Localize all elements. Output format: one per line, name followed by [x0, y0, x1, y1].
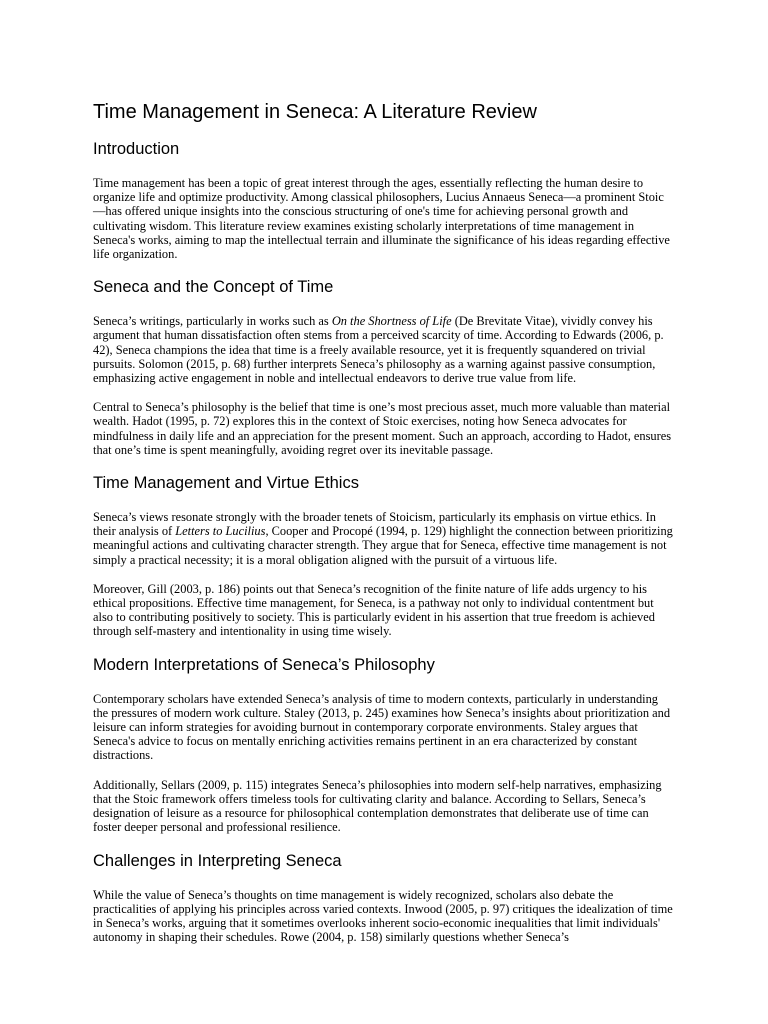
- paragraph: Time management has been a topic of great interest through the ages, essentially reflecting the human desire to organize life and optimize productivity. Among classical philosophers, Lucius Annaeus Seneca—a prominent Stoic—has offered unique insights into the conscious structuring of one's time for achieving personal growth and cultivating wisdom. This literature review examines existing scholarly interpretations of time management in Seneca's works, aiming to map the intellectual terrain and illuminate the significance of his ideas regarding effective life organization.: [93, 176, 670, 262]
- paragraph: Moreover, Gill (2003, p. 186) points out that Seneca’s recognition of the finite nature of life adds urgency to his ethical propositions. Effective time management, for Seneca, is a pathway not only to individual contentment but also to contributing positively to society. This is particularly evident in his assertion that true freedom is achieved through self-mastery and intentionality in using time wisely.: [93, 581, 655, 639]
- paragraph: Contemporary scholars have extended Seneca’s analysis of time to modern contexts, particularly in understanding the pressures of modern work culture. Staley (2013, p. 245) examines how Seneca’s insights about prioritization and leisure can inform strategies for avoiding burnout in contemporary corporate environments. Staley argues that Seneca's advice to focus on mentally enriching activities remains pertinent in an era characterized by constant distractions.: [93, 691, 671, 763]
- book-title: Letters to Lucilius: [175, 524, 266, 539]
- section-heading-challenges: Challenges in Interpreting Seneca: [93, 851, 342, 870]
- paragraph: Central to Seneca’s philosophy is the belief that time is one’s most precious asset, much more valuable than material wealth. Hadot (1995, p. 72) explores this in the context of Stoic exercises, noting how Seneca advocates for mindfulness in daily life and an appreciation for the present moment. Such an approach, according to Hadot, ensures that one’s time is spent meaningfully, avoiding regret over its inevitable passage.: [93, 400, 672, 457]
- paragraph: Seneca’s writings, particularly in works such as On the Shortness of Life (De Brevitate Vitae), vividly convey his argument that human dissatisfaction often stems from a perceived scarcity of time. According to Edwards (2006, p. 42), Seneca champions the idea that time is a freely available resource, yet it is frequently squandered on trivial pursuits. Solomon (2015, p. 68) further interprets Seneca’s philosophy as a warning against passive consumption, emphasizing active engagement in noble and intellectual endeavors to derive true value from life.: [93, 314, 664, 386]
- section-heading-modern-interpretations: Modern Interpretations of Seneca’s Philosophy: [93, 655, 435, 674]
- paragraph: Additionally, Sellars (2009, p. 115) integrates Seneca’s philosophies into modern self-help narratives, emphasizing that the Stoic framework offers timeless tools for cultivating clarity and balance. According to Sellars, Seneca’s designation of leisure as a resource for philosophical contemplation demonstrates that deliberate use of time can foster deeper personal and professional resilience.: [93, 777, 662, 835]
- document-page: [93, 98, 675, 959]
- section-heading-virtue-ethics: Time Management and Virtue Ethics: [93, 474, 359, 493]
- paragraph: Seneca’s views resonate strongly with the broader tenets of Stoicism, particularly its emphasis on virtue ethics. In their analysis of Letters to Lucilius, Cooper and Procopé (1994, p. 129) highlight the connection between prioritizing meaningful actions and cultivating character strength. They argue that for Seneca, effective time management is not simply a practical necessity; it is a moral obligation aligned with the pursuit of a virtuous life.: [93, 510, 673, 567]
- section-heading-introduction: Introduction: [93, 140, 180, 158]
- document-title: Time Management in Seneca: A Literature Review: [93, 101, 537, 123]
- book-title: On the Shortness of Life: [331, 314, 452, 329]
- section-heading-concept-of-time: Seneca and the Concept of Time: [93, 278, 334, 297]
- paragraph: While the value of Seneca’s thoughts on time management is widely recognized, scholars also debate the practicalities of applying his principles across varied contexts. Inwood (2005, p. 97) critiques the idealization of time in Seneca’s works, arguing that it sometimes overlooks inherent socio-economic inequalities that limit individuals' autonomy in shaping their schedules. Rowe (2004, p. 158) similarly questions whether Seneca’s: [93, 887, 673, 945]
